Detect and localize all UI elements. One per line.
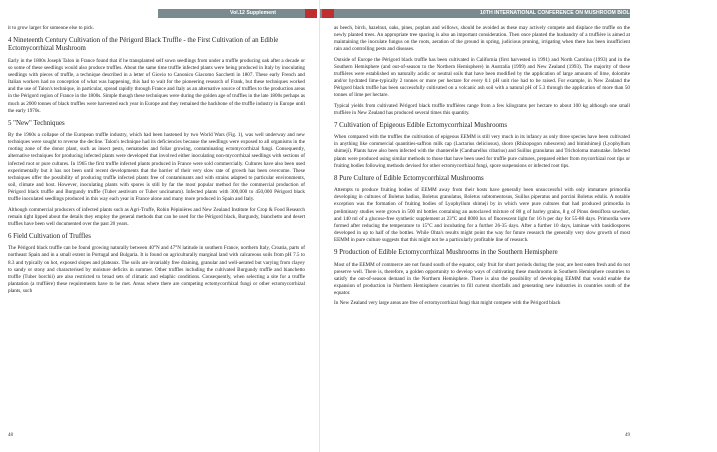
- right-page: [319, 0, 717, 452]
- header-accent: [305, 9, 317, 18]
- section-heading: 7 Cultivation of Epigeous Edible Ectomycorrhizal Mushrooms: [334, 121, 508, 129]
- paragraph: In New Zealand very large areas are free of ectomycorrhizal fungi that might compete with the Périgord black: [334, 300, 561, 307]
- paragraph: Most of the EEMM of commerce are not found south of the equator, only fruit for short periods during the year, are best eaten fresh and do not preserve well. There is, therefore, a golden opportunity to develop ways of cultivating these mushrooms in Southern Hemisphere countries to satisfy the out-of-season demand in the Northern Hemisphere. There is also the possibility of developing EEMM that would enable the expansion of production in Northern Hemisphere countries to fill current shortfalls and generating new industries in countries south of the equator.: [334, 261, 630, 297]
- running-header: 10TH INTERNATIONAL CONFERENCE ON MUSHROOM BIOLOGY AND MUSHROOM PRODUCTS: [480, 10, 717, 16]
- section-heading: 4 Nineteenth Century Cultivation of the Périgord Black Truffle - the First Cultivation of an Edible Ectomycorrhizal Mushroom: [8, 37, 279, 53]
- page-number: 49: [625, 433, 630, 438]
- paragraph: When compared with the truffles the cultivation of epigeous EEMM is still very much in its infancy as only three species have been cultivated in anything like commercial quantities-saffron milk cap (Lactarius deliciosus), shoro (Rhizopogon rubescens) and bimishimeji (Lyophyllum shimeji). Plants have also been infected with the chanterelle (Cantharellus cibarius) and Suillus granulatus and Tricholoma matsutake. Infected plants were produced using similar methods to those that have been used for truffle pure cultures, prepared either from mycorrhizal root tips or fruiting bodies following methods devised for other ectomycorrhizal fungi, spore suspensions or infected root tips.: [334, 134, 630, 169]
- paragraph: it to grow larger for someone else to pick.: [8, 25, 94, 31]
- running-header: Vol.12 Supplement: [230, 10, 277, 16]
- paragraph: By the 1960s a collapse of the European truffle industry, which had been hastened by two World Wars (Fig. 1), was well underway and new techniques were sought to reverse the decline. Talon's technique had its deficiencies because the seedlings were exposed to all organisms in the rooting zone of the donor plant, such as insect pests, nematodes and foliar growing, contaminating ectomycorrhizal fungi. Consequently, alternative techniques for producing infected plants were developed that involved either inoculating non-mycorrhizal seedlings with sections of infected root or pure cultures. In 1965 the first truffle infected plants produced in France were sold commercially. Cultures have also been used experimentally but it has not been until recent developments that the barrier of their very slow rate of growth has been overcome. These techniques offer the possibility of producing truffle infected plants free of contaminants and with strains adapted to particular environments, soil, climate and host. However, inoculating plants with spores is still by far the most popular method for the commercial production of Périgord black truffle and Burgundy truffle (Tuber aestivum or Tuber uncinatum). Infected plants with 300,000 to 450,000 Périgord black truffle inoculated seedlings produced in this way each year in France alone and many more produced in Spain and Italy.: [8, 132, 305, 203]
- paragraph: Attempts to produce fruiting bodies of EEMM away from their hosts have generally been unsuccessful with only immature primordia developing in cultures of Boletus badius, Boletus granulatus, Boletus subtomentosus, Suillus piperatus and porcini Boletus edulis. A notable exception was the formation of fruiting bodies of Lyophyllum shimeji by in which were pure cultures that had produced primordia in preliminary studies were grown in 500 ml bottles containing an autoclaved mixture of 80 g of barley grains, 8 g of Pinus densiflora sawdust, and 140 ml of a glucose-free synthetic supplement at 23°C and 8000 lux of fluorescent light for 16 h per day for 55-88 days. Primordia were formed after reducing the temperature to 15°C and incubating for a further 26-35 days. After a further 10 days, laminae with basidiospores developed in up to half of the bottles. While Ohta's results might point the way for future research the generally very slow growth of most EEMM in pure culture suggests that this might not be a particularly profitable line of research.: [334, 187, 630, 244]
- section-heading: 6 Field Cultivation of Truffles: [8, 233, 91, 241]
- right-body: [334, 25, 630, 310]
- paragraph: Typical yields from cultivated Périgord black truffle truffières range from a few kilograms per hectare to about 100 kg although one small truffière in New Zealand has produced several times this quantity.: [334, 102, 630, 116]
- page-number: 48: [8, 433, 13, 438]
- paragraph: Although commercial producers of infected plants such as Agri-Truffe, Robin Pépinières and New Zealand Institute for Crop & Food Research remain tight lipped about the details they employ the general methods that can be used for the Périgord black, Burgundy, bianchetto and desert truffles have been well documented over the past 20 years.: [8, 206, 305, 227]
- section-heading: 8 Pure Culture of Edible Ectomycorrhizal Mushrooms: [334, 174, 484, 182]
- paragraph: Outside of Europe the Périgord black truffle has been cultivated in California (first harvested in 1991) and North Carolina (1993) and in the Southern Hemisphere (and out-of-season to the Northern Hemisphere) in Australia (1999) and New Zealand (1993). The majority of these truffières were established on naturally acidic or neutral soils that have been modified by the application of large amounts of lime, dolomite and/or hydrated lime-typically 2 tonnes or more per hectare for every 0.1 pH unit rise had to be raised. For example, in New Zealand the Périgord black truffle has been successfully cultivated on a volcanic ash soil with a natural pH of 5.3 through the application of more than 50 tonnes of lime per hectare.: [334, 56, 630, 99]
- left-body: [8, 25, 305, 298]
- left-page: [0, 0, 319, 452]
- header-accent: [322, 9, 334, 18]
- paragraph: Early in the 1800s Joseph Talon in France found that if he transplanted self sown seedlings from under a truffle producing oak after a decade or so some of these seedlings would also produce truffles. About the same time truffle infected plants were being produced in Italy by inoculating seedlings with pieces of truffle, a technique described in a letter of Giovio to Canonico Giacomo Sacchetti in 1807. These early French and Italian workers had no conception of what was happening, this had to wait for the pioneering research of Frank, but these techniques worked and the use of Talon's technique, in particular, spread rapidly through France and Italy as an alternative source of truffles to the production areas in the Périgord region of France in the 1800s. Simple though these techniques were during the golden age of truffles in the late 1800s perhaps as much as 2000 tonnes of black truffles were harvested each year in Europe and they remained the backbone of the truffle industry in Europe until the early 1970s.: [8, 57, 306, 114]
- paragraph: as beech, birch, hazelnut, oaks, pines, poplars and willows, should be avoided as these may actively compete and displace the truffle on the newly planted trees. An appropriate tree spacing is also an important consideration. Then once planted the husbandry of a truffière is aimed at maintaining the inoculate fungus on the roots, aeration of the ground in spring, judicious pruning, irrigating when there has been insufficient rain and controlling pests and diseases.: [334, 25, 630, 53]
- section-heading: 5 "New" Techniques: [8, 119, 65, 127]
- section-heading: 9 Production of Edible Ectomycorrhizal Mushrooms in the Southern Hemisphere: [334, 249, 558, 257]
- paragraph: The Périgord black truffle can be found growing naturally between 40°N and 47°N latitude in southern France, northern Italy, Croatia, parts of northeast Spain and in a small extent in Portugal and Bulgaria. It is found on agriculturally marginal land with calcareous soils from pH 7.5 to 8.3 and typically on hot, exposed slopes and plateaux. The soils are invariably free draining, granular and well-aerated but varying from clayey to sandy or stony and characterised by moisture deficits in summer. Other truffles including the cultivated Burgundy truffle and bianchetto truffle (Tuber borchii) are also restricted to broad sets of climatic and edaphic conditions. Consequently, when selecting a site for a truffle plantation (a truffière) these requirements have to be met. Areas where there are competing ectomycorrhizal fungi or other ectomycorrhizal plants, such: [8, 245, 305, 295]
